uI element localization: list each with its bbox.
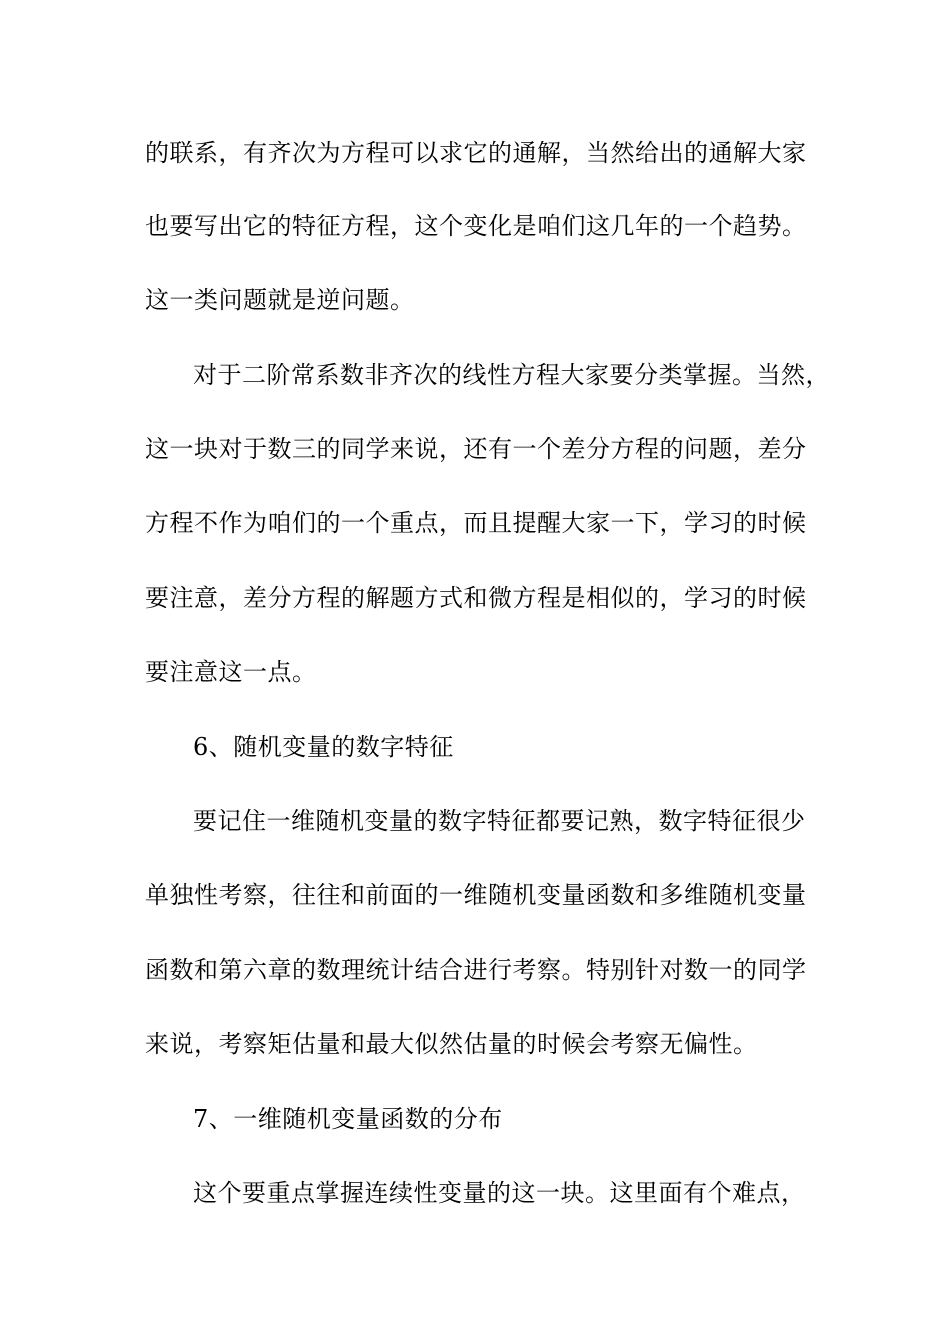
text-line: 来说，考察矩估量和最大似然估量的时候会考察无偏性。 [145,1030,758,1058]
section-heading-7: 7、一维随机变量函数的分布 [193,1105,503,1133]
paragraph-start: 对于二阶常系数非齐次的线性方程大家要分类掌握。当然， [193,361,830,389]
text-line: 这一类问题就是逆问题。 [145,286,415,314]
text-line: 要注意，差分方程的解题方式和微方程是相似的，学习的时候 [145,584,807,612]
paragraph-start: 要记住一维随机变量的数字特征都要记熟，数字特征很少 [193,807,806,835]
text-line: 单独性考察，往往和前面的一维随机变量函数和多维随机变量 [145,881,807,909]
section-heading-6: 6、随机变量的数字特征 [193,733,454,761]
text-line: 要注意这一点。 [145,658,317,686]
text-line: 方程不作为咱们的一个重点，而且提醒大家一下，学习的时候 [145,509,807,537]
text-line: 这一块对于数三的同学来说，还有一个差分方程的问题，差分 [145,435,807,463]
text-line: 也要写出它的特征方程，这个变化是咱们这几年的一个趋势。 [145,212,807,240]
text-line: 的联系，有齐次为方程可以求它的通解，当然给出的通解大家 [145,139,807,167]
text-line: 函数和第六章的数理统计结合进行考察。特别针对数一的同学 [145,956,807,984]
paragraph-start: 这个要重点掌握连续性变量的这一块。这里面有个难点， [193,1179,806,1207]
